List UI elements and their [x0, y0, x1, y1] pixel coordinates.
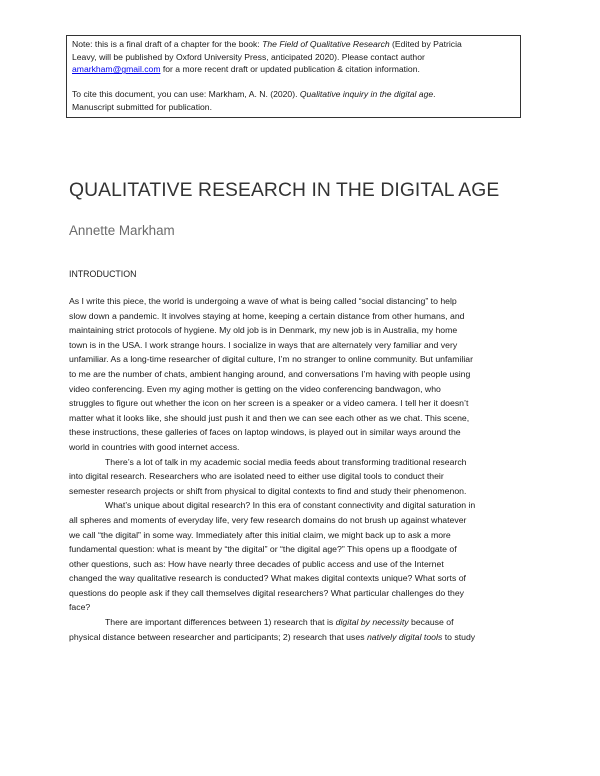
author-name: Annette Markham — [69, 223, 175, 238]
body-text-run: to study — [442, 631, 476, 642]
body-line: to me are the number of chats, ambient hanging around, and conversations I’m having with people using — [69, 368, 471, 379]
note-paragraph-2 — [72, 88, 515, 113]
citation-text: . — [433, 89, 436, 100]
note-text: for a more recent draft or updated publication & citation information. — [160, 64, 420, 75]
body-line: world in countries with good internet access. — [69, 441, 240, 452]
body-line: video conferencing. Even my aging mother is getting on the video conferencing bandwagon, who — [69, 383, 441, 394]
note-text: Leavy, will be published by Oxford University Press, anticipated 2020). Please contact author — [72, 51, 425, 62]
emphasis-term: digital by necessity — [335, 617, 409, 628]
citation-title: Qualitative inquiry in the digital age — [299, 89, 434, 100]
body-line: changed the way qualitative research is conducted? What makes digital contexts unique? What sorts of — [69, 573, 466, 584]
body-line: we call “the digital” in some way. Immediately after this initial claim, we might back up to ask a more — [69, 529, 451, 540]
body-line: town is in the USA. I work strange hours. I socialize in ways that are alternately very familiar and very — [69, 339, 458, 350]
body-text-run: because of — [408, 617, 454, 628]
body-line: What’s unique about digital research? In this era of constant connectivity and digital saturation in — [105, 500, 476, 511]
body-line: struggles to figure out whether the icon on her screen is a speaker or a video camera. I tell her it doesn’t — [69, 398, 469, 409]
body-line: As I write this piece, the world is undergoing a wave of what is being called “social distancing” to help — [69, 296, 457, 306]
body-line — [69, 615, 531, 630]
body-line: all spheres and moments of everyday life, very few research domains do not brush up against whatever — [69, 514, 467, 525]
body-line: face? — [69, 602, 91, 613]
body-line: slow down a pandemic. It involves staying at home, keeping a certain distance from other humans, and — [69, 310, 465, 321]
body-text — [69, 294, 531, 644]
body-line: fundamental question: what is meant by “the digital” or “the digital age?” This opens up a floodgate of — [69, 544, 457, 555]
body-line — [69, 630, 531, 645]
citation-text: To cite this document, you can use: Markham, A. N. (2020). — [72, 89, 300, 100]
body-line: unfamiliar. As a long-time researcher of digital culture, I’m no stranger to online community. But unfamiliar — [69, 354, 473, 365]
author-email-link[interactable]: amarkham@gmail.com — [72, 64, 161, 75]
body-line: maintaining strict protocols of hygiene. My old job is in Denmark, my new job is in Australia, my home — [69, 325, 458, 336]
body-line: into digital research. Researchers who are isolated need to either use digital tools to conduct their — [69, 471, 444, 482]
body-text-run: There are important differences between 1) research that is — [105, 617, 336, 628]
body-line: matter what it looks like, she should just push it and then we can see each other as we chat. This scene, — [69, 412, 470, 423]
body-line: semester research projects or shift from physical to digital contexts to find and study their phenomenon. — [69, 485, 467, 496]
section-heading: INTRODUCTION — [69, 269, 137, 279]
body-line: these instructions, these galleries of faces on laptop windows, is played out in similar ways around the — [69, 427, 461, 438]
body-line: questions do people ask if they call themselves digital researchers? What particular challenges do they — [69, 587, 465, 598]
draft-note-box — [66, 35, 521, 118]
book-title: The Field of Qualitative Research — [262, 39, 390, 49]
body-line: other questions, such as: How have nearly three decades of public access and use of the Internet — [69, 558, 444, 569]
body-line: There’s a lot of talk in my academic social media feeds about transforming traditional research — [105, 456, 467, 467]
body-text-run: physical distance between researcher and participants; 2) research that uses — [69, 631, 367, 642]
citation-text: Manuscript submitted for publication. — [72, 101, 212, 112]
document-title: QUALITATIVE RESEARCH IN THE DIGITAL AGE — [69, 180, 500, 201]
note-paragraph-1 — [72, 38, 515, 76]
note-text: Note: this is a final draft of a chapter for the book: — [72, 39, 263, 49]
note-text: (Edited by Patricia — [389, 39, 462, 49]
emphasis-term: natively digital tools — [366, 631, 443, 642]
